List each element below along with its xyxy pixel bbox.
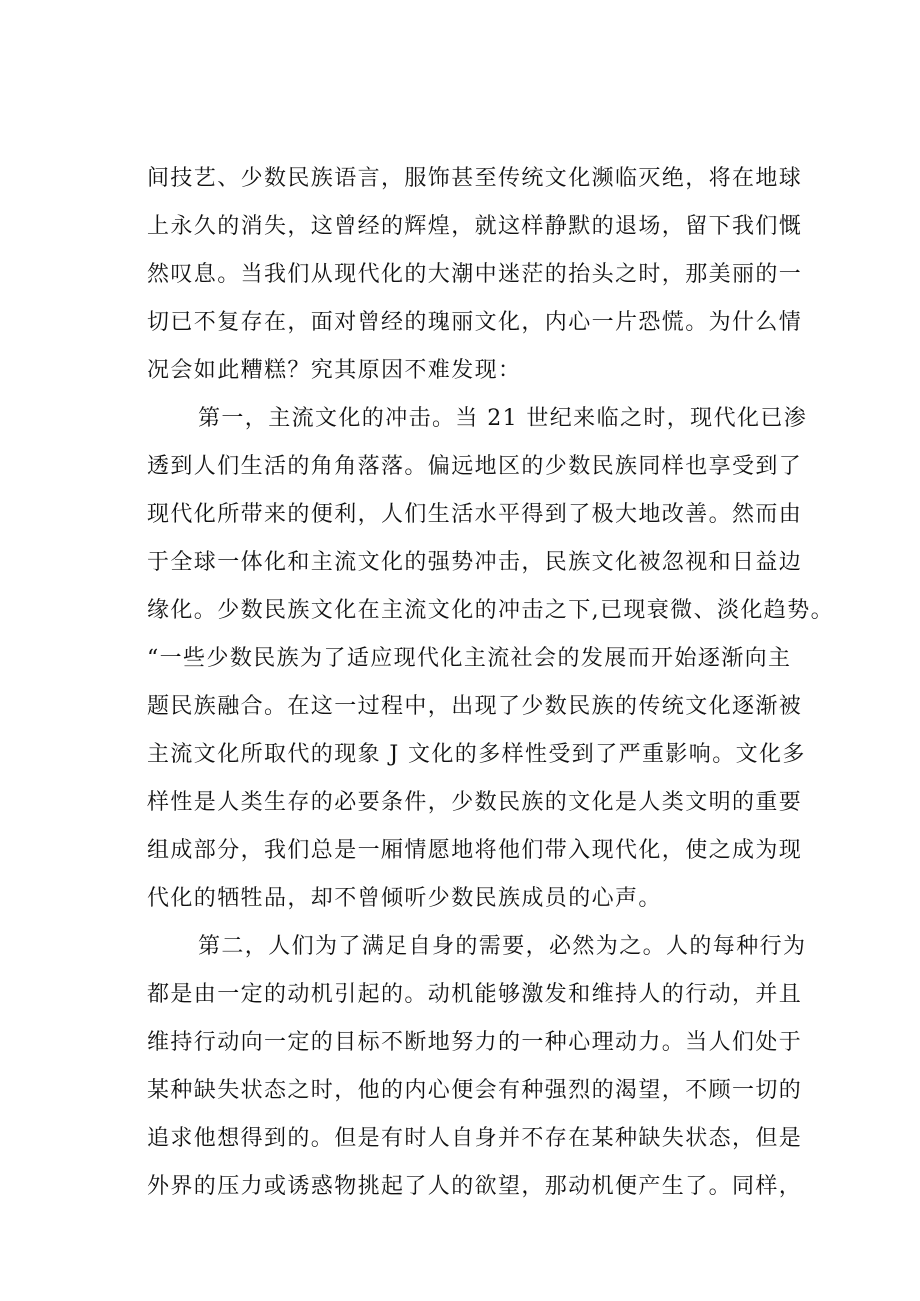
text-line: 外界的压力或诱惑物挑起了人的欲望，那动机便产生了。同样，: [147, 1174, 803, 1199]
text-line: 缘化。少数民族文化在主流文化的冲击之下,已现衰微、淡化趋势。: [147, 598, 834, 623]
paragraph-first-line: 第一，主流文化的冲击。当 21 世纪来临之时，现代化已渗: [198, 406, 808, 431]
text-line: 组成部分，我们总是一厢情愿地将他们带入现代化，使之成为现: [147, 838, 803, 863]
text-line: 某种缺失状态之时，他的内心便会有种强烈的渴望，不顾一切的: [147, 1078, 803, 1103]
text-line: 都是由一定的动机引起的。动机能够激发和维持人的行动，并且: [147, 982, 803, 1007]
text-line: 追求他想得到的。但是有时人自身并不存在某种缺失状态，但是: [147, 1126, 803, 1151]
text-line: 题民族融合。在这一过程中，出现了少数民族的传统文化逐渐被: [147, 694, 803, 719]
text-line: “一些少数民族为了适应现代化主流社会的发展而开始逐渐向主: [147, 646, 792, 671]
text-line: 然叹息。当我们从现代化的大潮中迷茫的抬头之时，那美丽的一: [147, 262, 803, 287]
document-body: [147, 155, 834, 1211]
text-line: 切已不复存在，面对曾经的瑰丽文化，内心一片恐慌。为什么情: [147, 310, 803, 335]
text-line: 透到人们生活的角角落落。偏远地区的少数民族同样也享受到了: [147, 454, 803, 479]
text-line: 主流文化所取代的现象 J 文化的多样性受到了严重影响。文化多: [147, 742, 806, 767]
text-line: 样性是人类生存的必要条件，少数民族的文化是人类文明的重要: [147, 790, 803, 815]
text-line: 维持行动向一定的目标不断地努力的一种心理动力。当人们处于: [147, 1030, 803, 1055]
text-line: 上永久的消失，这曾经的辉煌，就这样静默的退场，留下我们慨: [147, 214, 803, 239]
text-line: 于全球一体化和主流文化的强势冲击，民族文化被忽视和日益边: [147, 550, 803, 575]
text-line: 间技艺、少数民族语言，服饰甚至传统文化濒临灭绝，将在地球: [147, 166, 803, 191]
text-line: 代化的牺牲品，却不曾倾听少数民族成员的心声。: [147, 886, 662, 911]
text-line: 况会如此糟糕？究其原因不难发现：: [147, 358, 522, 383]
text-line: 现代化所带来的便利，人们生活水平得到了极大地改善。然而由: [147, 502, 803, 527]
paragraph-first-line: 第二，人们为了满足自身的需要，必然为之。人的每种行为: [198, 934, 807, 959]
